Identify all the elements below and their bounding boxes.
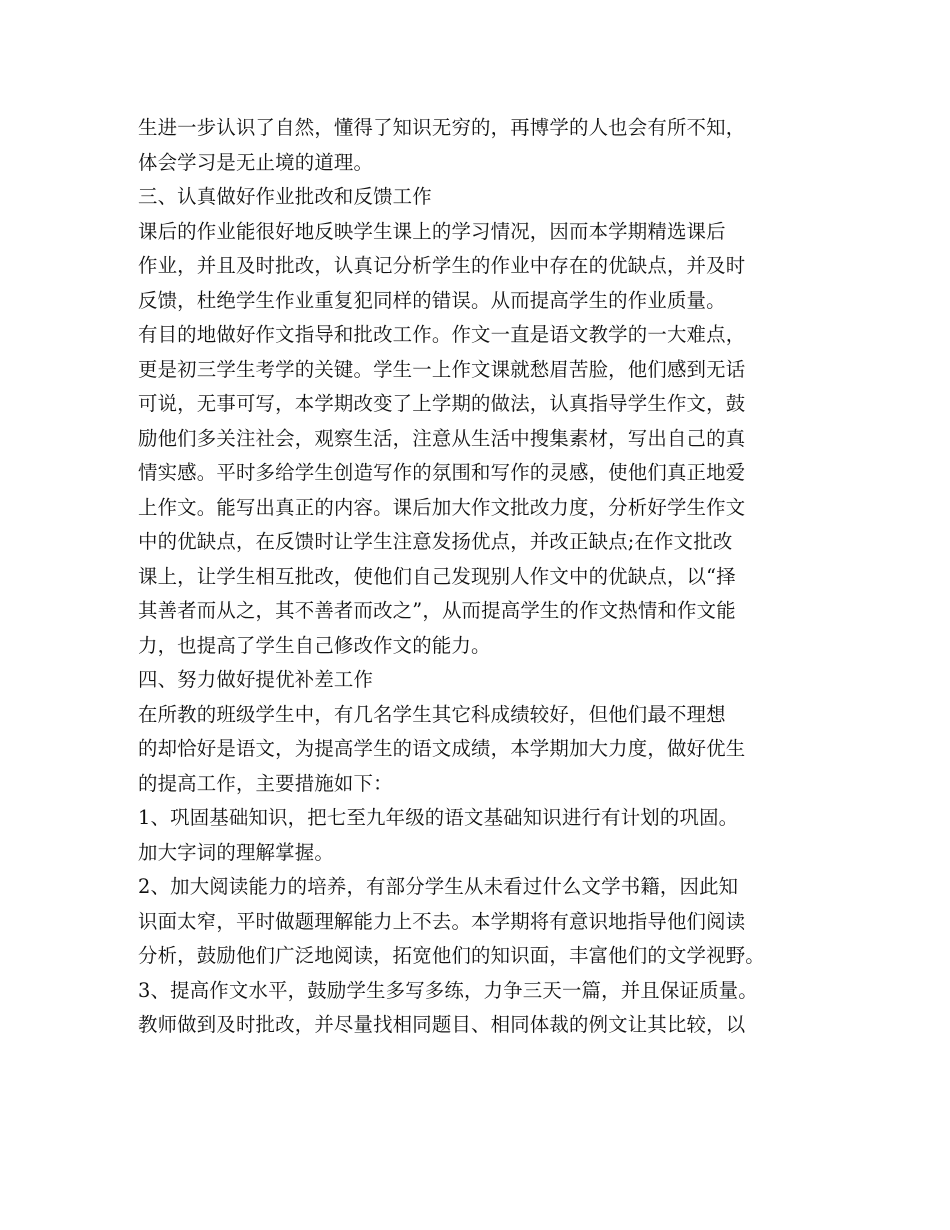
- text-line: 的提高工作，主要措施如下：: [138, 771, 393, 795]
- text-line: 加大字词的理解掌握。: [138, 840, 334, 864]
- text-line: 情实感。平时多给学生创造写作的氛围和写作的灵感，使他们真正地爱: [138, 461, 746, 484]
- document-body: [138, 111, 828, 1043]
- text-line: 课后的作业能很好地反映学生课上的学习情况，因而本学期精选课后: [138, 219, 726, 243]
- text-line: 中的优缺点，在反馈时让学生注意发扬优点，并改正缺点;在作文批改: [138, 530, 733, 553]
- text-line: 励他们多关注社会，观察生活，注意从生活中搜集素材，写出自己的真: [138, 426, 746, 450]
- text-line: 2、加大阅读能力的培养，有部分学生从未看过什么文学书籍，因此知: [138, 875, 739, 898]
- section-heading: 四、努力做好提优补差工作: [138, 668, 374, 691]
- text-line: 课上，让学生相互批改，使他们自己发现别人作文中的优缺点，以“择: [138, 564, 736, 588]
- text-line: 在所教的班级学生中，有几名学生其它科成绩较好，但他们最不理想: [138, 702, 726, 726]
- text-line: 可说，无事可写，本学期改变了上学期的做法，认真指导学生作文，鼓: [138, 392, 746, 415]
- text-line: 更是初三学生考学的关键。学生一上作文课就愁眉苦脸，他们感到无话: [138, 357, 746, 381]
- text-line: 上作文。能写出真正的内容。课后加大作文批改力度，分析好学生作文: [138, 495, 746, 519]
- text-line: 生进一步认识了自然，懂得了知识无穷的，再博学的人也会有所不知，: [138, 116, 746, 139]
- text-line: 的却恰好是语文，为提高学生的语文成绩，本学期加大力度，做好优生: [138, 737, 746, 760]
- text-line: 作业，并且及时批改，认真记分析学生的作业中存在的优缺点，并及时: [138, 254, 746, 277]
- text-line: 识面太窄，平时做题理解能力上不去。本学期将有意识地指导他们阅读: [138, 909, 746, 933]
- text-line: 3、提高作文水平，鼓励学生多写多练，力争三天一篇，并且保证质量。: [138, 978, 758, 1002]
- text-line: 教师做到及时批改，并尽量找相同题目、相同体裁的例文让其比较，以: [138, 1013, 746, 1036]
- text-line: 力，也提高了学生自己修改作文的能力。: [138, 633, 491, 657]
- text-line: 体会学习是无止境的道理。: [138, 150, 374, 174]
- text-line: 有目的地做好作文指导和批改工作。作文一直是语文教学的一大难点，: [138, 323, 746, 346]
- text-line: 分析，鼓励他们广泛地阅读，拓宽他们的知识面，丰富他们的文学视野。: [138, 944, 765, 967]
- text-line: 1、巩固基础知识，把七至九年级的语文基础知识进行有计划的巩固。: [138, 806, 739, 829]
- text-line: 反馈，杜绝学生作业重复犯同样的错误。从而提高学生的作业质量。: [138, 288, 726, 312]
- section-heading: 三、认真做好作业批改和反馈工作: [138, 185, 432, 208]
- text-line: 其善者而从之，其不善者而改之”，从而提高学生的作文热情和作文能: [138, 599, 736, 622]
